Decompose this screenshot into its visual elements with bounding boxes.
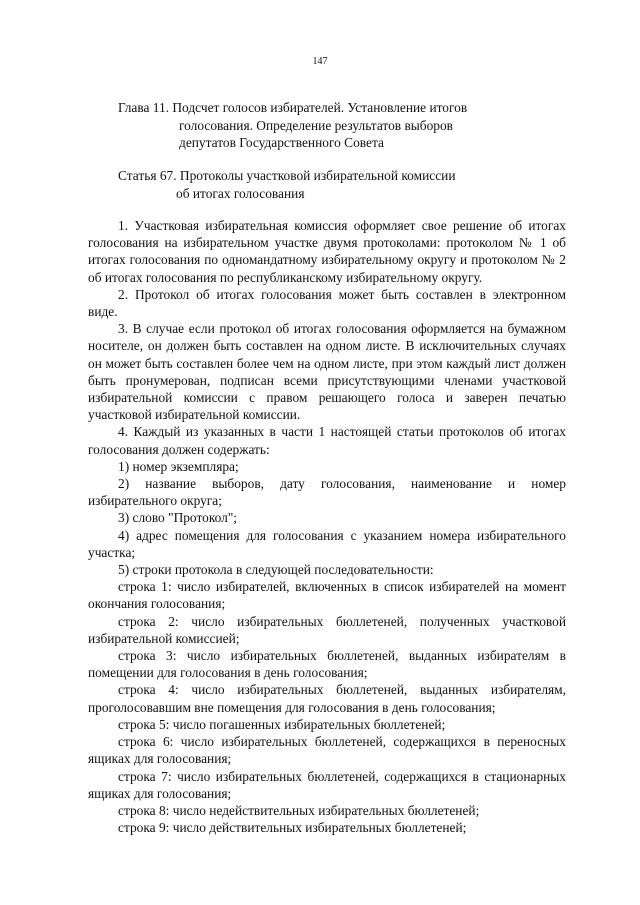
protocol-line-8: строка 8: число недействительных избирательных бюллетеней; xyxy=(118,802,480,818)
protocol-line-5: строка 5: число погашенных избирательных бюллетеней; xyxy=(118,716,446,732)
page-number: 147 xyxy=(312,56,328,67)
article-body xyxy=(88,217,566,836)
chapter-heading xyxy=(118,99,568,152)
article-heading xyxy=(118,167,568,202)
article-heading-line-2: об итогах голосования xyxy=(176,185,305,201)
paragraph-part-2: 2. Протокол об итогах голосования может быть составлен в электронном виде. xyxy=(88,286,566,320)
chapter-heading-line-2: голосования. Определение результатов выборов xyxy=(179,117,453,133)
protocol-line-9: строка 9: число действительных избирательных бюллетеней; xyxy=(118,820,467,836)
list-item-5: 5) строки протокола в следующей последовательности: xyxy=(118,562,434,578)
protocol-line-4: строка 4: число избирательных бюллетеней, выданных избирателям, проголосовавшим вне помещения для голосования в день голосования; xyxy=(88,682,566,715)
paragraph-part-3: 3. В случае если протокол об итогах голосования оформляется на бумажном носителе, он должен быть составлен на одном листе. В исключительных случаях он может быть составлен более чем на одном листе, при этом каждый лист должен быть пронумерован, подписан всеми присутствующими членами участковой избирательной комиссии с правом решающего голоса и заверен печатью участковой избирательной комиссии. xyxy=(88,321,566,423)
protocol-line-3: строка 3: число избирательных бюллетеней, выданных избирателям в помещении для голосования в день голосования; xyxy=(88,648,566,681)
paragraph-part-4: 4. Каждый из указанных в части 1 настоящей статьи протоколов об итогах голосования должен содержать: xyxy=(88,424,566,457)
chapter-heading-line-3: депутатов Государственного Совета xyxy=(179,135,384,150)
list-item-2: 2) название выборов, дату голосования, наименование и номер избирательного округа; xyxy=(88,476,566,509)
list-item-3: 3) слово "Протокол"; xyxy=(118,510,238,526)
protocol-line-2: строка 2: число избирательных бюллетеней, полученных участковой избирательной комиссией; xyxy=(88,613,566,646)
chapter-heading-line-1: Глава 11. Подсчет голосов избирателей. Установление итогов xyxy=(118,100,468,115)
list-item-1: 1) номер экземпляра; xyxy=(118,458,239,474)
paragraph-part-1: 1. Участковая избирательная комиссия оформляет свое решение об итогах голосования на избирательном участке двумя протоколами: протоколом № 1 об итогах голосования по одномандатному избирательному округу и протоколом № 2 об итогах голосования по республиканскому избирательному округу. xyxy=(88,218,566,285)
protocol-line-7: строка 7: число избирательных бюллетеней, содержащихся в стационарных ящиках для голосования; xyxy=(88,768,566,801)
protocol-line-6: строка 6: число избирательных бюллетеней, содержащихся в переносных ящиках для голосования; xyxy=(88,734,566,767)
article-heading-line-1: Статья 67. Протоколы участковой избирательной комиссии xyxy=(118,168,456,183)
list-item-4: 4) адрес помещения для голосования с указанием номера избирательного участка; xyxy=(88,527,566,560)
protocol-line-1: строка 1: число избирателей, включенных в список избирателей на момент окончания голосования; xyxy=(88,579,566,612)
